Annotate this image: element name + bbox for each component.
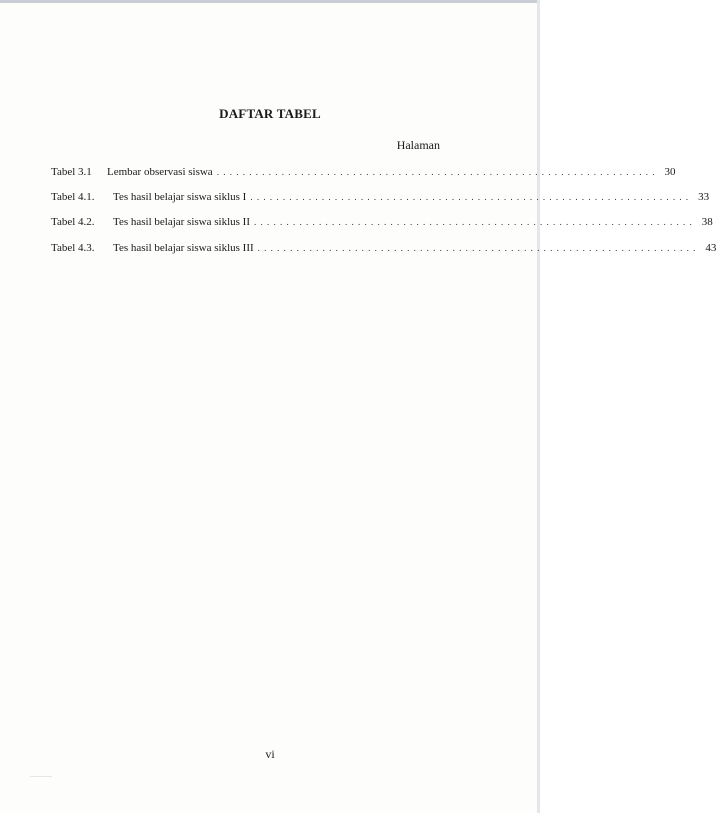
table-caption: Tes hasil belajar siswa siklus I	[113, 191, 247, 203]
toc-entry	[51, 240, 716, 256]
toc-entry	[51, 164, 676, 180]
dot-leader: . . . . . . . . . . . . . . . . . . . . . . . . . . . . . . . . . . . . . . . . . . . . . . . . . . . . . . . . . . . . . . . . . . . .	[257, 243, 697, 253]
toc-entry	[51, 189, 710, 205]
dot-leader: . . . . . . . . . . . . . . . . . . . . . . . . . . . . . . . . . . . . . . . . . . . . . . . . . . . . . . . . . . . . . . . . . . . .	[216, 167, 656, 177]
table-number: Tabel 3.1	[51, 166, 92, 178]
table-number: Tabel 4.2.	[51, 216, 95, 228]
table-number: Tabel 4.1.	[51, 191, 95, 203]
table-caption: Tes hasil belajar siswa siklus III	[113, 242, 254, 254]
table-caption: Tes hasil belajar siswa siklus II	[113, 216, 251, 228]
toc-entry	[51, 214, 713, 230]
page-reference: 33	[698, 191, 710, 203]
dot-leader: . . . . . . . . . . . . . . . . . . . . . . . . . . . . . . . . . . . . . . . . . . . . . . . . . . . . . . . . . . . . . . . . . . . .	[250, 192, 690, 202]
table-number: Tabel 4.3.	[51, 242, 95, 254]
scan-mark	[30, 776, 52, 777]
scan-edge-top	[0, 0, 540, 3]
page-reference: 30	[664, 166, 676, 178]
page-number: vi	[265, 747, 275, 761]
page-reference: 38	[701, 216, 713, 228]
table-caption: Lembar observasi siswa	[107, 166, 213, 178]
page-reference: 43	[705, 242, 716, 254]
dot-leader: . . . . . . . . . . . . . . . . . . . . . . . . . . . . . . . . . . . . . . . . . . . . . . . . . . . . . . . . . . . . . . . . . . . .	[254, 217, 693, 227]
page-title: DAFTAR TABEL	[219, 106, 321, 121]
page-column-label: Halaman	[396, 138, 440, 152]
